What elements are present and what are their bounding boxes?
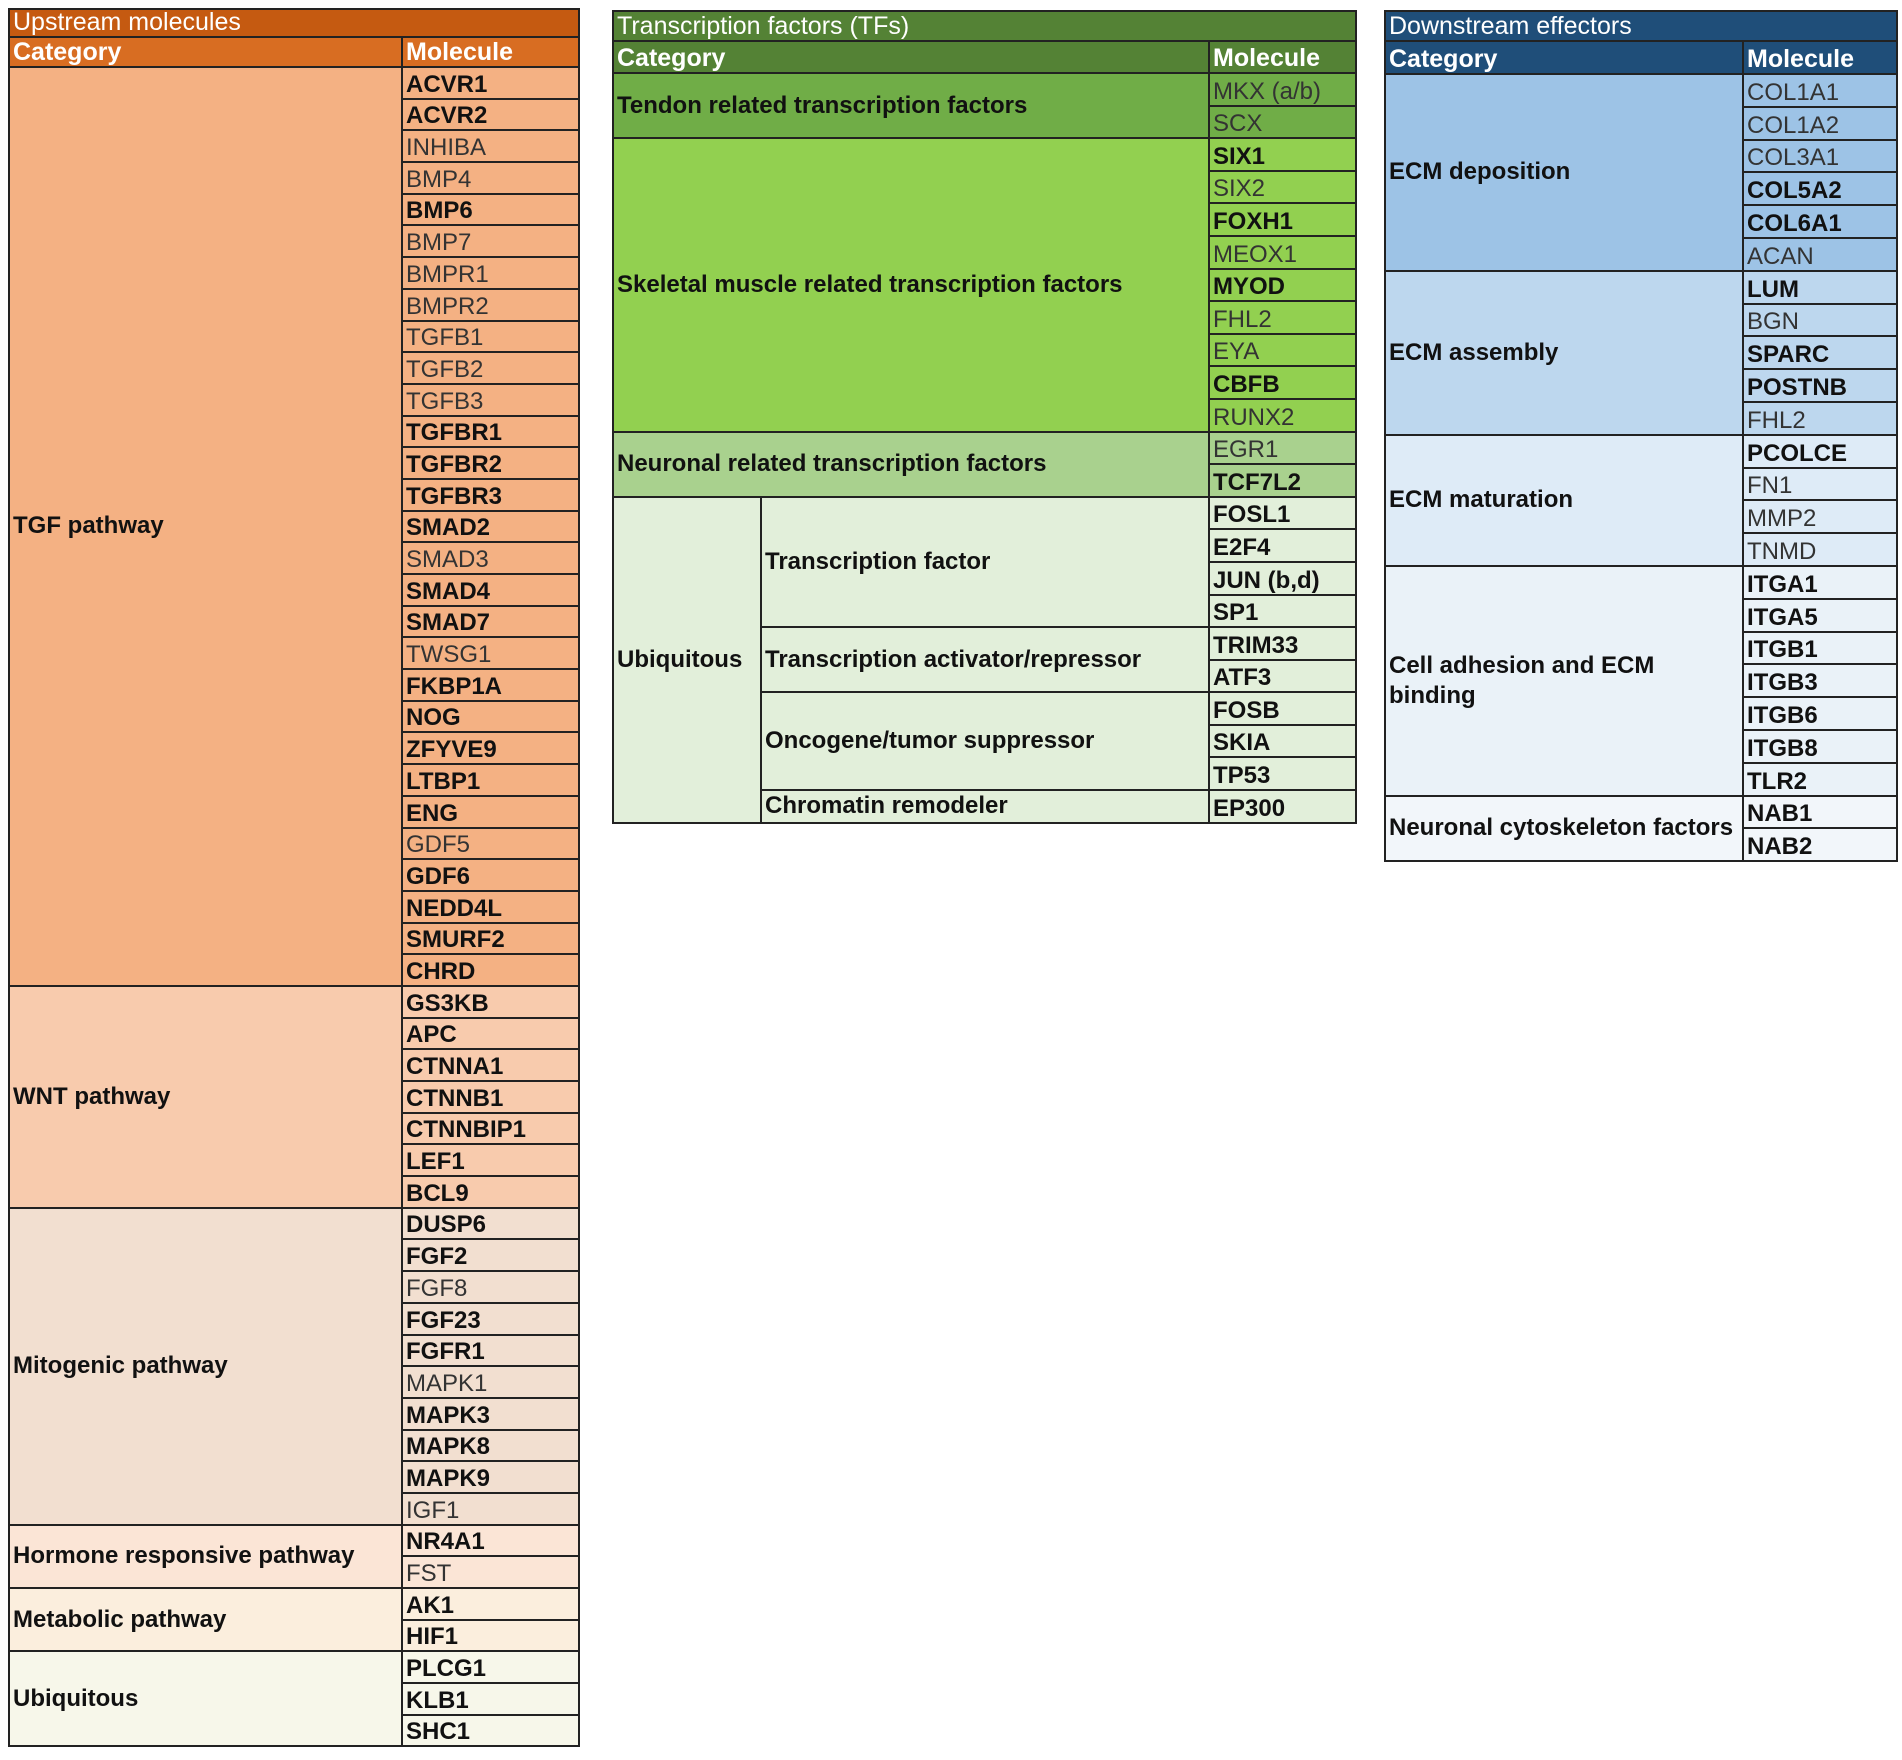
molecule-cell: CTNNBIP1 (402, 1113, 579, 1145)
molecule-cell: AK1 (402, 1588, 579, 1620)
molecule-cell: TGFBR3 (402, 479, 579, 511)
molecule-cell: ITGB6 (1743, 697, 1897, 730)
molecule-cell: FKBP1A (402, 669, 579, 701)
table-row (9, 986, 579, 1018)
molecule-cell: DUSP6 (402, 1208, 579, 1240)
subcategory-cell: Transcription factor (761, 497, 1209, 627)
molecule-cell: TGFB2 (402, 352, 579, 384)
molecule-cell: EGR1 (1209, 432, 1356, 465)
molecule-cell: TNMD (1743, 533, 1897, 566)
category-cell: TGF pathway (9, 67, 402, 986)
molecule-cell: SMAD7 (402, 606, 579, 638)
molecule-cell: ACAN (1743, 238, 1897, 271)
molecule-cell: BMPR1 (402, 257, 579, 289)
molecule-cell: NOG (402, 701, 579, 733)
molecule-cell: EP300 (1209, 790, 1356, 823)
molecule-cell: TGFB1 (402, 321, 579, 353)
upstream-molecules-table (8, 8, 580, 1747)
molecule-cell: LUM (1743, 271, 1897, 304)
table-row (613, 497, 1356, 530)
molecule-cell: NAB1 (1743, 796, 1897, 829)
molecule-cell: FHL2 (1209, 301, 1356, 334)
molecule-cell: FOSL1 (1209, 497, 1356, 530)
molecule-cell: CHRD (402, 954, 579, 986)
molecule-cell: MKX (a/b) (1209, 73, 1356, 106)
molecule-cell: CTNNB1 (402, 1081, 579, 1113)
molecule-cell: BGN (1743, 304, 1897, 337)
molecule-cell: TGFBR2 (402, 447, 579, 479)
transcription-factors-table (612, 10, 1357, 824)
category-cell: WNT pathway (9, 986, 402, 1208)
molecule-cell: FHL2 (1743, 402, 1897, 435)
molecule-cell: SPARC (1743, 336, 1897, 369)
molecule-cell: BMP6 (402, 194, 579, 226)
table-row (1385, 435, 1897, 468)
molecule-cell: ITGB1 (1743, 632, 1897, 665)
molecule-cell: SIX2 (1209, 171, 1356, 204)
table-row (1385, 271, 1897, 304)
subcategory-cell: Chromatin remodeler (761, 790, 1209, 823)
molecule-cell: ATF3 (1209, 660, 1356, 693)
molecule-cell: COL6A1 (1743, 205, 1897, 238)
molecule-cell: E2F4 (1209, 529, 1356, 562)
table-row (9, 67, 579, 99)
molecule-cell: EYA (1209, 334, 1356, 367)
molecule-cell: BMPR2 (402, 289, 579, 321)
molecule-cell: LEF1 (402, 1144, 579, 1176)
molecule-cell: SKIA (1209, 725, 1356, 758)
molecule-cell: ACVR1 (402, 67, 579, 99)
molecule-cell: ITGA5 (1743, 599, 1897, 632)
molecule-cell: SMAD3 (402, 542, 579, 574)
molecule-cell: PLCG1 (402, 1651, 579, 1683)
molecule-cell: COL1A2 (1743, 107, 1897, 140)
molecule-cell: IGF1 (402, 1493, 579, 1525)
category-column-header: Category (613, 41, 1209, 73)
molecule-cell: SIX1 (1209, 138, 1356, 171)
molecule-cell: FOSB (1209, 692, 1356, 725)
subcategory-cell: Oncogene/tumor suppressor (761, 692, 1209, 790)
category-cell: ECM assembly (1385, 271, 1743, 435)
table-row (613, 73, 1356, 106)
molecule-cell: POSTNB (1743, 369, 1897, 402)
table-row (613, 138, 1356, 171)
table-row (9, 1588, 579, 1620)
category-cell: Metabolic pathway (9, 1588, 402, 1651)
category-cell: Hormone responsive pathway (9, 1525, 402, 1588)
molecule-cell: HIF1 (402, 1620, 579, 1652)
molecule-cell: FGF8 (402, 1271, 579, 1303)
subcategory-cell: Transcription activator/repressor (761, 627, 1209, 692)
molecule-cell: NAB2 (1743, 828, 1897, 861)
molecule-cell: ACVR2 (402, 99, 579, 131)
molecule-cell: TWSG1 (402, 637, 579, 669)
molecule-column-header: Molecule (1209, 41, 1356, 73)
molecule-cell: TCF7L2 (1209, 464, 1356, 497)
molecule-cell: BCL9 (402, 1176, 579, 1208)
molecule-cell: CTNNA1 (402, 1049, 579, 1081)
molecule-cell: SP1 (1209, 595, 1356, 628)
molecule-cell: SMURF2 (402, 923, 579, 955)
molecule-cell: MAPK3 (402, 1398, 579, 1430)
molecule-cell: COL1A1 (1743, 74, 1897, 107)
category-cell: Ubiquitous (613, 497, 761, 823)
category-cell: Cell adhesion and ECM binding (1385, 566, 1743, 796)
molecule-cell: PCOLCE (1743, 435, 1897, 468)
molecule-cell: FOXH1 (1209, 203, 1356, 236)
category-cell: Neuronal related transcription factors (613, 432, 1209, 497)
molecule-cell: TP53 (1209, 757, 1356, 790)
category-cell: ECM deposition (1385, 74, 1743, 271)
molecule-cell: FST (402, 1556, 579, 1588)
molecule-cell: MMP2 (1743, 500, 1897, 533)
molecule-cell: MYOD (1209, 269, 1356, 302)
molecule-cell: KLB1 (402, 1683, 579, 1715)
table-title: Downstream effectors (1385, 11, 1897, 41)
molecule-cell: MEOX1 (1209, 236, 1356, 269)
category-column-header: Category (1385, 41, 1743, 74)
category-column-header: Category (9, 37, 402, 67)
molecule-cell: GDF5 (402, 828, 579, 860)
molecule-cell: ENG (402, 796, 579, 828)
molecule-cell: TGFB3 (402, 384, 579, 416)
molecule-column-header: Molecule (402, 37, 579, 67)
molecule-cell: MAPK9 (402, 1461, 579, 1493)
table-row (1385, 796, 1897, 829)
molecule-cell: COL3A1 (1743, 140, 1897, 173)
molecule-cell: SMAD4 (402, 574, 579, 606)
molecule-cell: INHIBA (402, 130, 579, 162)
table-row (1385, 74, 1897, 107)
molecule-cell: GS3KB (402, 986, 579, 1018)
molecule-cell: SCX (1209, 106, 1356, 139)
category-cell: Tendon related transcription factors (613, 73, 1209, 138)
molecule-cell: NR4A1 (402, 1525, 579, 1557)
table-row (9, 1208, 579, 1240)
molecule-cell: CBFB (1209, 366, 1356, 399)
category-cell: Neuronal cytoskeleton factors (1385, 796, 1743, 862)
molecule-cell: ZFYVE9 (402, 732, 579, 764)
molecule-cell: TRIM33 (1209, 627, 1356, 660)
molecule-cell: BMP4 (402, 162, 579, 194)
molecule-cell: JUN (b,d) (1209, 562, 1356, 595)
category-cell: Ubiquitous (9, 1651, 402, 1746)
molecule-cell: BMP7 (402, 225, 579, 257)
table-row (1385, 566, 1897, 599)
molecule-cell: LTBP1 (402, 764, 579, 796)
molecule-cell: COL5A2 (1743, 172, 1897, 205)
molecule-cell: APC (402, 1018, 579, 1050)
molecule-cell: SHC1 (402, 1715, 579, 1747)
table-title: Upstream molecules (9, 9, 579, 37)
molecule-cell: FGF2 (402, 1239, 579, 1271)
molecule-cell: MAPK8 (402, 1430, 579, 1462)
table-row (613, 432, 1356, 465)
molecule-cell: MAPK1 (402, 1366, 579, 1398)
downstream-effectors-table (1384, 10, 1898, 862)
molecule-cell: NEDD4L (402, 891, 579, 923)
category-cell: ECM maturation (1385, 435, 1743, 566)
category-cell: Mitogenic pathway (9, 1208, 402, 1525)
molecule-cell: TGFBR1 (402, 416, 579, 448)
molecule-cell: SMAD2 (402, 511, 579, 543)
molecule-cell: FN1 (1743, 468, 1897, 501)
molecule-cell: TLR2 (1743, 763, 1897, 796)
molecule-cell: RUNX2 (1209, 399, 1356, 432)
table-row (9, 1651, 579, 1683)
molecule-cell: ITGB8 (1743, 730, 1897, 763)
molecule-cell: FGF23 (402, 1303, 579, 1335)
molecule-column-header: Molecule (1743, 41, 1897, 74)
molecule-cell: ITGB3 (1743, 664, 1897, 697)
category-cell: Skeletal muscle related transcription factors (613, 138, 1209, 431)
molecule-cell: FGFR1 (402, 1335, 579, 1367)
table-title: Transcription factors (TFs) (613, 11, 1356, 41)
molecule-cell: ITGA1 (1743, 566, 1897, 599)
table-row (9, 1525, 579, 1557)
molecule-cell: GDF6 (402, 859, 579, 891)
